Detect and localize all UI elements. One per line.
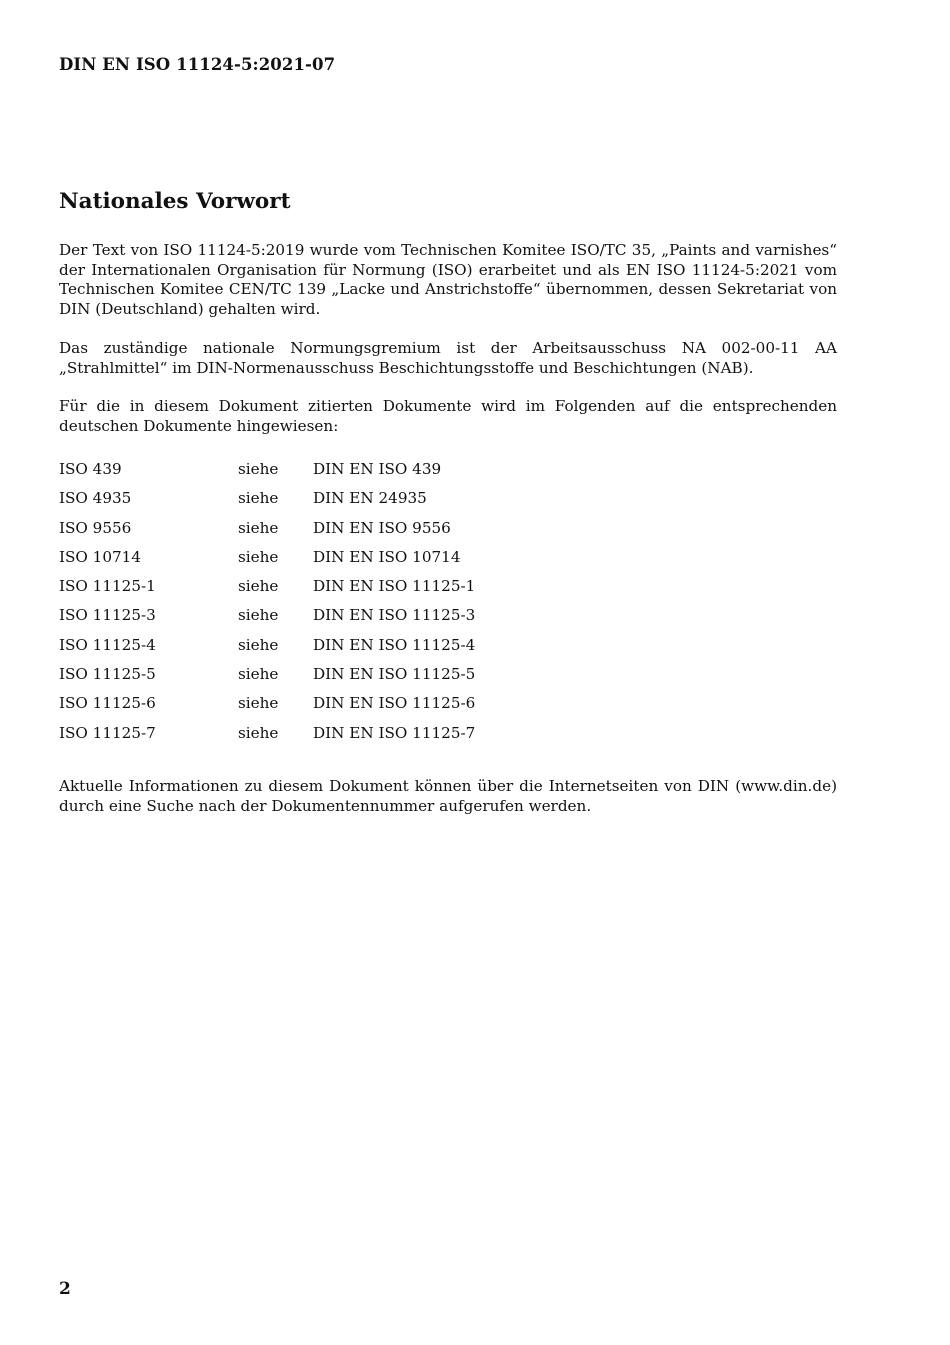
din-reference: DIN EN ISO 9556 <box>313 518 451 537</box>
relation-label: siehe <box>238 694 279 713</box>
relation-label: siehe <box>238 460 279 478</box>
reference-table <box>59 459 559 752</box>
iso-reference: ISO 11125-6 <box>59 694 156 713</box>
relation-label: siehe <box>238 606 279 625</box>
paragraph-online-info: Aktuelle Informationen zu diesem Dokument können über die Internetseiten von DIN (www.din.de) durch eine Suche nach der Dokumentennummer aufgerufen werden. <box>59 777 837 815</box>
relation-label: siehe <box>238 489 279 508</box>
iso-reference: ISO 10714 <box>59 547 141 566</box>
relation-label: siehe <box>238 635 279 654</box>
relation-label: siehe <box>238 547 279 566</box>
relation-label: siehe <box>238 723 279 742</box>
iso-reference: ISO 11125-5 <box>59 665 156 684</box>
relation-label: siehe <box>238 577 279 596</box>
reference-row <box>59 723 559 752</box>
reference-row <box>59 576 559 605</box>
iso-reference: ISO 11125-3 <box>59 606 156 625</box>
iso-reference: ISO 11125-1 <box>59 577 156 596</box>
din-reference: DIN EN ISO 10714 <box>313 547 461 566</box>
iso-reference: ISO 4935 <box>59 489 132 508</box>
din-reference: DIN EN ISO 439 <box>313 460 442 478</box>
din-reference: DIN EN ISO 11125-6 <box>313 694 476 713</box>
reference-row <box>59 518 559 547</box>
paragraph-committee: Das zuständige nationale Normungsgremium ist der Arbeitsausschuss NA 002-00-11 AA „Strahlmittel“ im DIN-Normenausschuss Beschichtungsstoffe und Beschichtungen (NAB). <box>59 339 837 377</box>
paragraph-origin: Der Text von ISO 11124-5:2019 wurde vom Technischen Komitee ISO/TC 35, „Paints and varnishes“ der Internationalen Organisation für Normung (ISO) erarbeitet und als EN ISO 11124-5:2021 vom Technischen Komitee CEN/TC 139 „Lacke und Anstrichstoffe“ übernommen, dessen Sekretariat von DIN (Deutschland) gehalten wird. <box>59 241 837 318</box>
iso-reference: ISO 9556 <box>59 518 132 537</box>
reference-row <box>59 635 559 664</box>
section-title: Nationales Vorwort <box>59 189 291 214</box>
reference-row <box>59 605 559 634</box>
reference-row <box>59 547 559 576</box>
document-header: DIN EN ISO 11124-5:2021-07 <box>59 55 336 74</box>
din-reference: DIN EN ISO 11125-1 <box>313 577 476 596</box>
din-reference: DIN EN ISO 11125-3 <box>313 606 476 625</box>
reference-row <box>59 693 559 722</box>
relation-label: siehe <box>238 665 279 684</box>
reference-row <box>59 459 559 488</box>
din-reference: DIN EN ISO 11125-5 <box>313 665 476 684</box>
iso-reference: ISO 11125-4 <box>59 635 156 654</box>
din-reference: DIN EN 24935 <box>313 489 427 508</box>
iso-reference: ISO 11125-7 <box>59 723 156 742</box>
iso-reference: ISO 439 <box>59 460 122 478</box>
relation-label: siehe <box>238 518 279 537</box>
din-reference: DIN EN ISO 11125-4 <box>313 635 476 654</box>
paragraph-references-intro: Für die in diesem Dokument zitierten Dokumente wird im Folgenden auf die entsprechenden deutschen Dokumente hingewiesen: <box>59 397 837 435</box>
page-number: 2 <box>59 1279 71 1299</box>
reference-row <box>59 488 559 517</box>
din-reference: DIN EN ISO 11125-7 <box>313 723 476 742</box>
reference-row <box>59 664 559 693</box>
